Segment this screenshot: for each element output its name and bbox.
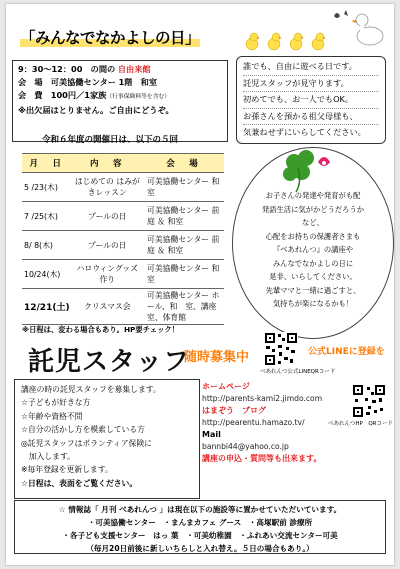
- event-venue: 会 場 可美協働センター 1階 和室: [18, 77, 158, 87]
- page-title: 「みんなでなかよしの日」: [20, 29, 201, 47]
- table-row: 5 /23(木) はじめての はみがきレッスン 可美協働センター 和 室: [22, 173, 224, 202]
- homepage-qr-code-icon[interactable]: [352, 384, 386, 418]
- homepage-label: ホームページ: [202, 382, 250, 391]
- homepage-qr-label: べあれんつHP QRコード: [328, 421, 393, 427]
- blog-link[interactable]: http://pearentu.hamazo.tv/: [202, 418, 305, 427]
- event-note: ※出欠届はとりません。ご自由にどうぞ。: [18, 105, 174, 115]
- schedule-table: [22, 153, 235, 325]
- blog-label: はまぞう ブログ: [202, 406, 266, 415]
- line-qr-label: べあれんつ公式LINEQRコード: [260, 369, 336, 375]
- parent-message-text: お子さんの発達や発育がも配 発語生活に気がかどうだろうか など、 心配をお持ちの保護者さまも 『べあれんつ』の講座や みんなでなかよしの日に 是非、いらしてください。 先輩ママと一緒に過ごすと、 気持ちが楽になるかも！: [261, 191, 365, 308]
- childcare-staff-heading: 託児スタッフ: [28, 347, 191, 377]
- year-schedule-heading: 令和６年度の開催日は、以下の５回: [42, 135, 179, 145]
- event-info-box: [12, 60, 228, 142]
- mail-link[interactable]: bannbi44@yahoo.co.jp: [202, 442, 289, 451]
- line-qr-code-icon[interactable]: [264, 332, 298, 366]
- line-registration-note: 公式LINEに登録を: [308, 347, 385, 357]
- mail-label: Mail: [202, 430, 221, 439]
- event-time: 9：30〜12：00 の間の 自由来館: [18, 64, 151, 74]
- staff-recruitment-box: 講座の時の託児スタッフを募集します。 ☆子どもが好きな方 ☆年齢や資格不問 ☆自分の活かし方を模索している方 ◎託児スタッフはボランティア保険に 加入します。 ※毎年登録を更新します。 ☆日程は、表面をご覧ください。: [14, 379, 200, 499]
- flyer-page: [6, 4, 394, 565]
- contact-footer: 講座の申込・質問等も出来ます。: [202, 454, 322, 463]
- schedule-change-note: ※日程は、変わる場合もあり。HP要チェック！: [22, 325, 179, 334]
- table-row: 7 /25(木) プールの日 可美協働センター 前庭 ＆ 和室: [22, 202, 224, 231]
- distribution-info-box: ☆ 情報誌「 月刊 べあれんつ 」は現在以下の施設等に置かせていただいています。 ・可美協働センター ・まんまカフェ グース ・高塚駅前 診療所 ・各子ども支援センター はっ 葉 ・可美幼稚園 ・ふれあい交流センター可美 （毎月20日前後に新しいちらしと入れ替え。５日の場合もあり。）: [14, 500, 386, 554]
- table-row: 12/21(土) クリスマス会 可美協働センター ホール、和 室、講座室、体育館: [22, 289, 224, 325]
- schedule-header-row: 月 日 内 容 会 場: [22, 154, 224, 173]
- welcome-box: 誰でも、自由に遊べる日です。 託児スタッフが見守ります。 初めてでも、お一人でもOK。 お孫さんを預かる祖父母様も、 気兼ねせずにいらしてください。: [236, 56, 386, 144]
- table-row: 8/ 8(木) プールの日 可美協働センター 前庭 ＆ 和室: [22, 231, 224, 260]
- homepage-link[interactable]: http://parents-kami2.jimdo.com: [202, 394, 323, 403]
- event-fee: 会 費 100円／1家族（行事保険料等を含む）: [18, 90, 171, 100]
- recruiting-badge: 随時募集中: [184, 350, 250, 365]
- table-row: 10/24(木) ハロウィングッズ 作り 可美協働センター 和 室: [22, 260, 224, 289]
- chicks-decoration-icon: [230, 6, 390, 56]
